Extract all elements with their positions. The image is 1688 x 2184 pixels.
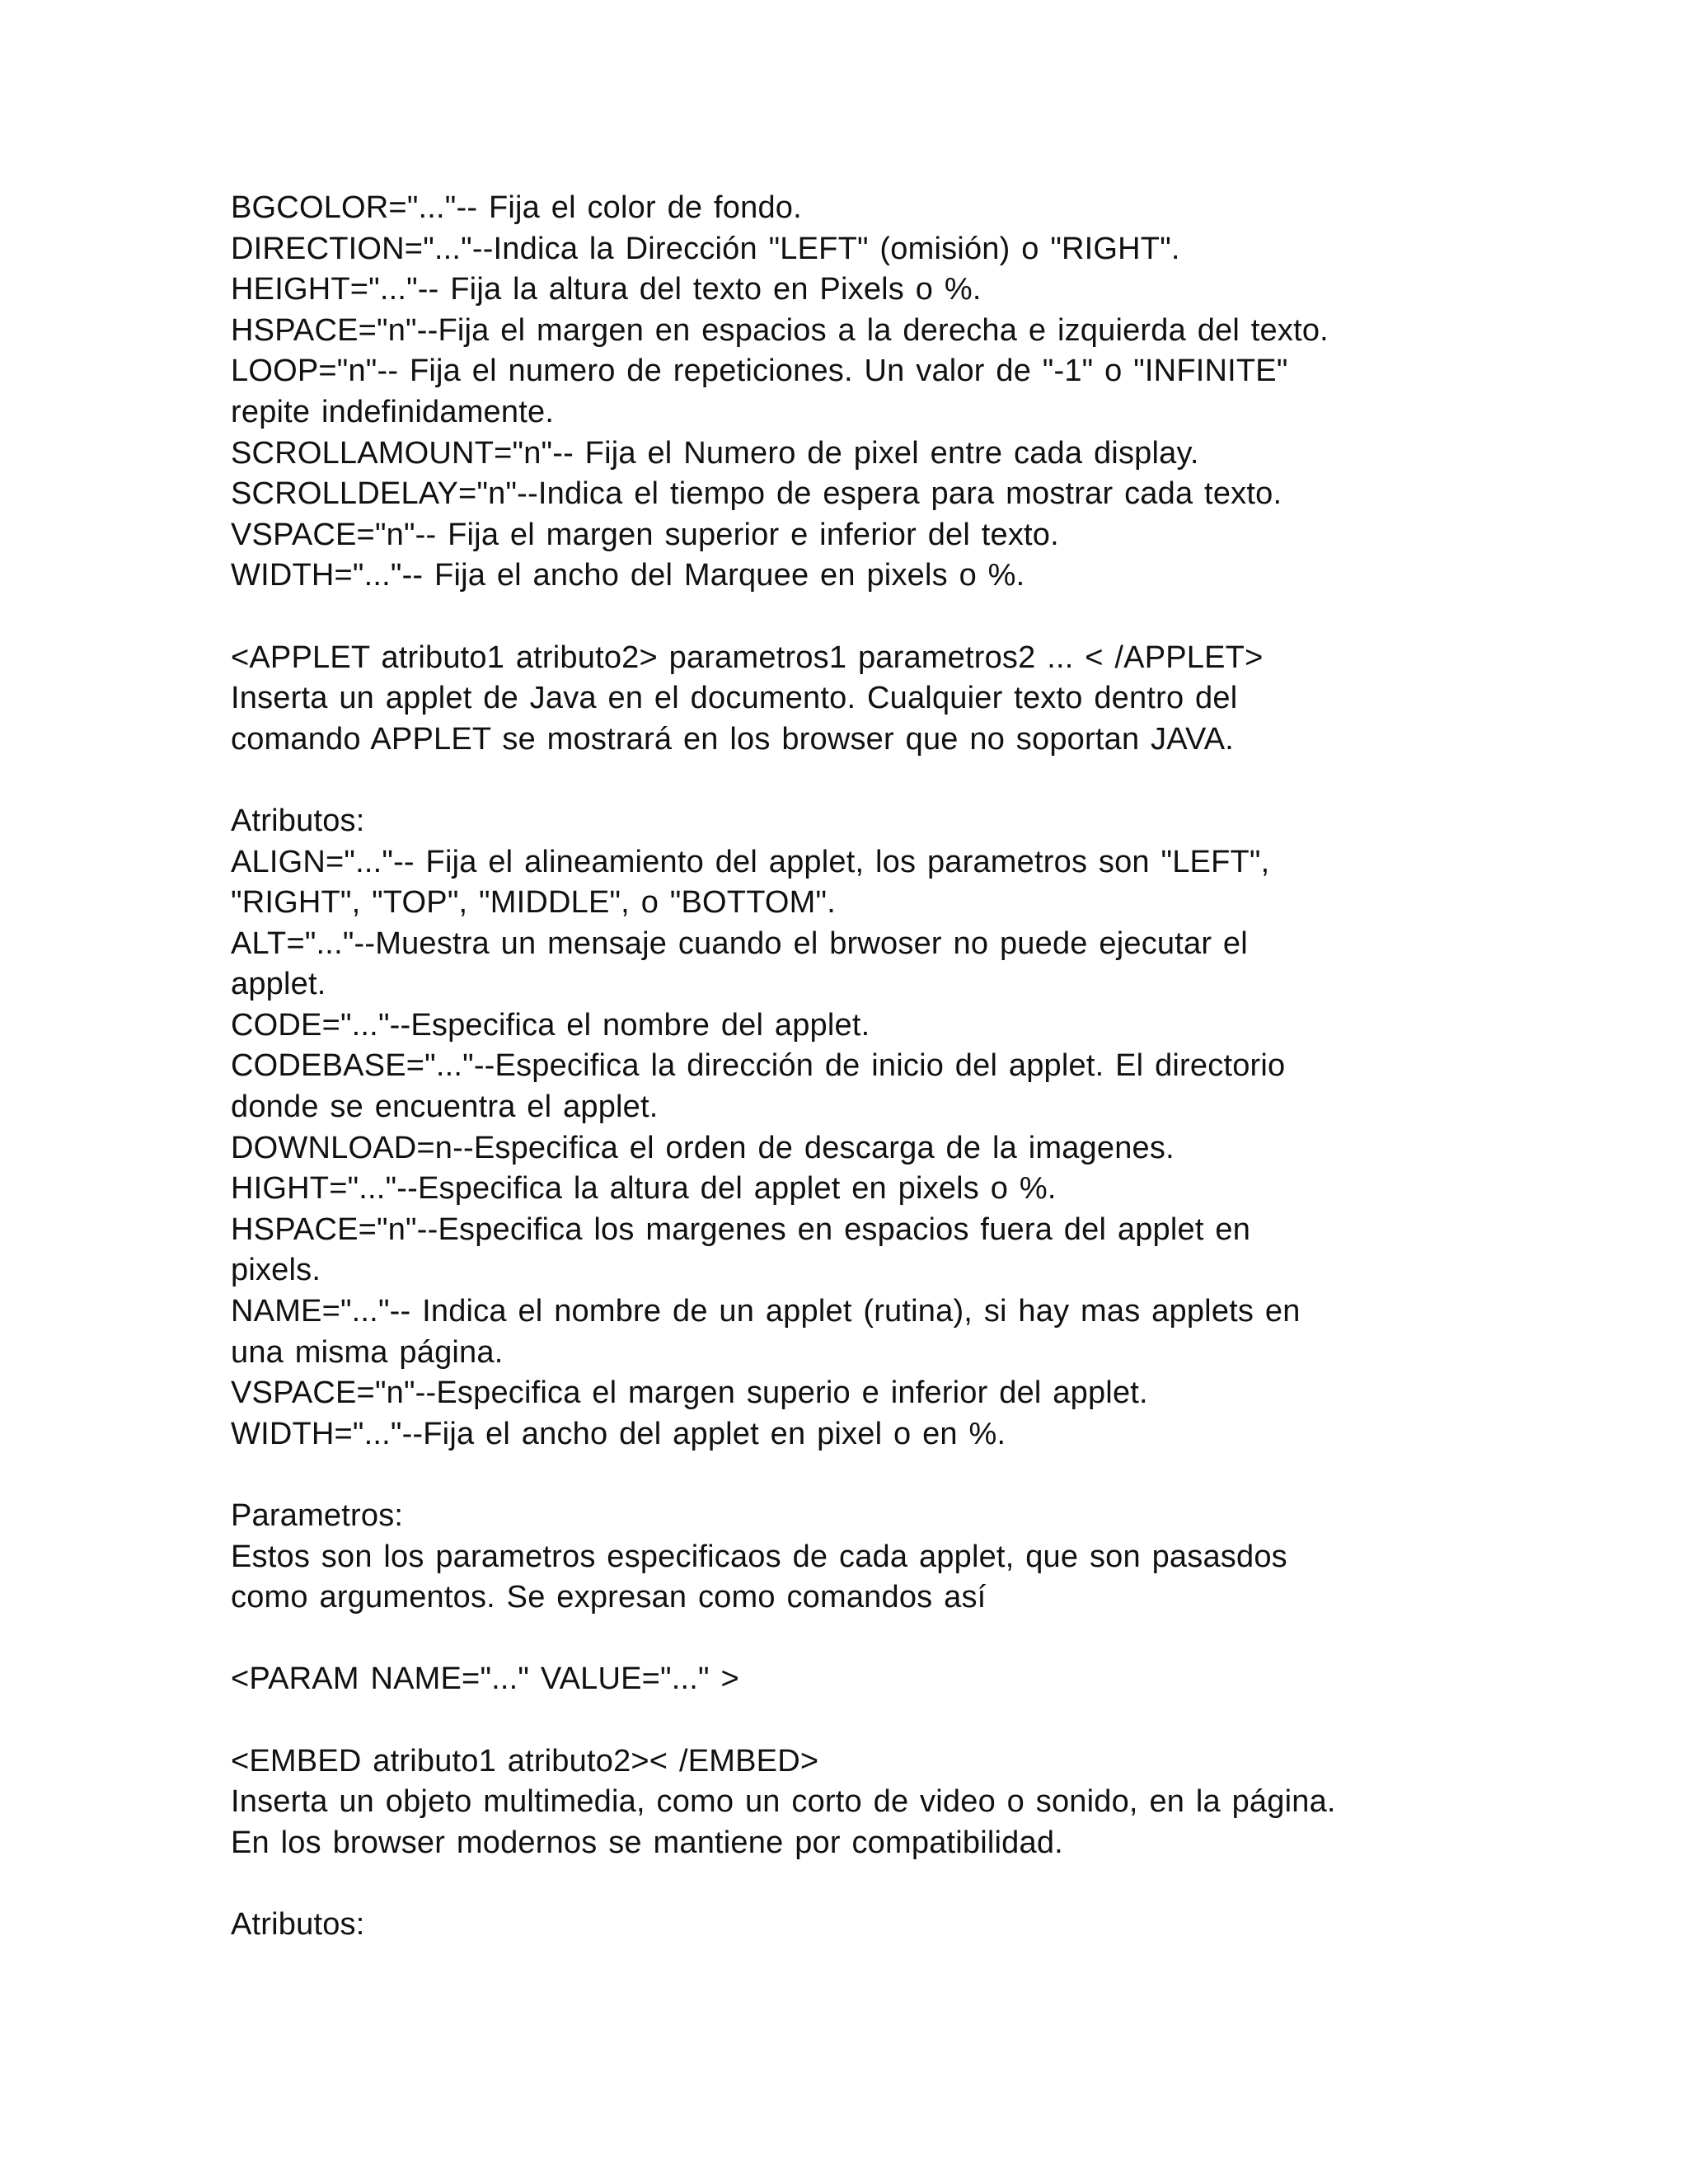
blank-line xyxy=(231,597,1632,638)
text-line: repite indefinidamente. xyxy=(231,394,555,429)
text-line: como argumentos. Se expresan como comandos así xyxy=(231,1580,987,1615)
text-line: En los browser modernos se mantiene por compatibilidad. xyxy=(231,1825,1063,1860)
text-line: HIGHT="..."--Especifica la altura del applet en pixels o %. xyxy=(231,1171,1057,1207)
text-line: donde se encuentra el applet. xyxy=(231,1090,659,1125)
text-line: DOWNLOAD=n--Especifica el orden de descarga de la imagenes. xyxy=(231,1130,1175,1165)
text-line: Inserta un objeto multimedia, como un corto de video o sonido, en la página. xyxy=(231,1784,1336,1820)
text-line: NAME="..."-- Indica el nombre de un applet (rutina), si hay mas applets en xyxy=(231,1294,1301,1329)
text-line: Estos son los parametros especificaos de cada applet, que son pasasdos xyxy=(231,1539,1287,1574)
text-line: <APPLET atributo1 atributo2> parametros1 parametros2 ... < /APPLET> xyxy=(231,640,1264,675)
blank-line xyxy=(231,1700,1632,1741)
text-line: WIDTH="..."--Fija el ancho del applet en pixel o en %. xyxy=(231,1416,1006,1451)
blank-line xyxy=(231,1455,1632,1496)
blank-line xyxy=(231,1619,1632,1660)
text-line: HSPACE="n"--Fija el margen en espacios a la derecha e izquierda del texto. xyxy=(231,312,1329,348)
blank-line xyxy=(231,1863,1632,1905)
text-line: HSPACE="n"--Especifica los margenes en espacios fuera del applet en xyxy=(231,1212,1251,1247)
text-line: una misma página. xyxy=(231,1334,504,1370)
section-heading: Atributos: xyxy=(231,1906,365,1942)
text-line: DIRECTION="..."--Indica la Dirección "LEFT" (omisión) o "RIGHT". xyxy=(231,231,1180,266)
text-line: pixels. xyxy=(231,1253,321,1288)
section-heading: Parametros: xyxy=(231,1498,404,1533)
text-line: ALIGN="..."-- Fija el alineamiento del applet, los parametros son "LEFT", xyxy=(231,844,1270,879)
text-line: "RIGHT", "TOP", "MIDDLE", o "BOTTOM". xyxy=(231,885,836,921)
text-line: SCROLLDELAY="n"--Indica el tiempo de espera para mostrar cada texto. xyxy=(231,476,1282,512)
text-line: VSPACE="n"--Especifica el margen superio e inferior del applet. xyxy=(231,1376,1148,1411)
text-line: Inserta un applet de Java en el documento. Cualquier texto dentro del xyxy=(231,681,1238,716)
text-line: WIDTH="..."-- Fija el ancho del Marquee en pixels o %. xyxy=(231,558,1025,593)
code-line: <PARAM NAME="..." VALUE="..." > xyxy=(231,1661,739,1697)
document-body xyxy=(231,188,1632,1946)
text-line: CODE="..."--Especifica el nombre del applet. xyxy=(231,1007,870,1043)
text-line: HEIGHT="..."-- Fija la altura del texto en Pixels o %. xyxy=(231,272,982,307)
text-line: SCROLLAMOUNT="n"-- Fija el Numero de pixel entre cada display. xyxy=(231,435,1199,471)
blank-line xyxy=(231,760,1632,801)
text-line: ALT="..."--Muestra un mensaje cuando el brwoser no puede ejecutar el xyxy=(231,926,1248,961)
text-line: applet. xyxy=(231,967,326,1002)
text-line: BGCOLOR="..."-- Fija el color de fondo. xyxy=(231,190,802,225)
text-line: CODEBASE="..."--Especifica la dirección de inicio del applet. El directorio xyxy=(231,1048,1286,1084)
text-line: comando APPLET se mostrará en los browser que no soportan JAVA. xyxy=(231,721,1235,757)
section-heading: Atributos: xyxy=(231,803,365,838)
text-line: LOOP="n"-- Fija el numero de repeticiones. Un valor de "-1" o "INFINITE" xyxy=(231,354,1288,389)
code-line: <EMBED atributo1 atributo2>< /EMBED> xyxy=(231,1743,819,1779)
text-line: VSPACE="n"-- Fija el margen superior e inferior del texto. xyxy=(231,517,1059,552)
